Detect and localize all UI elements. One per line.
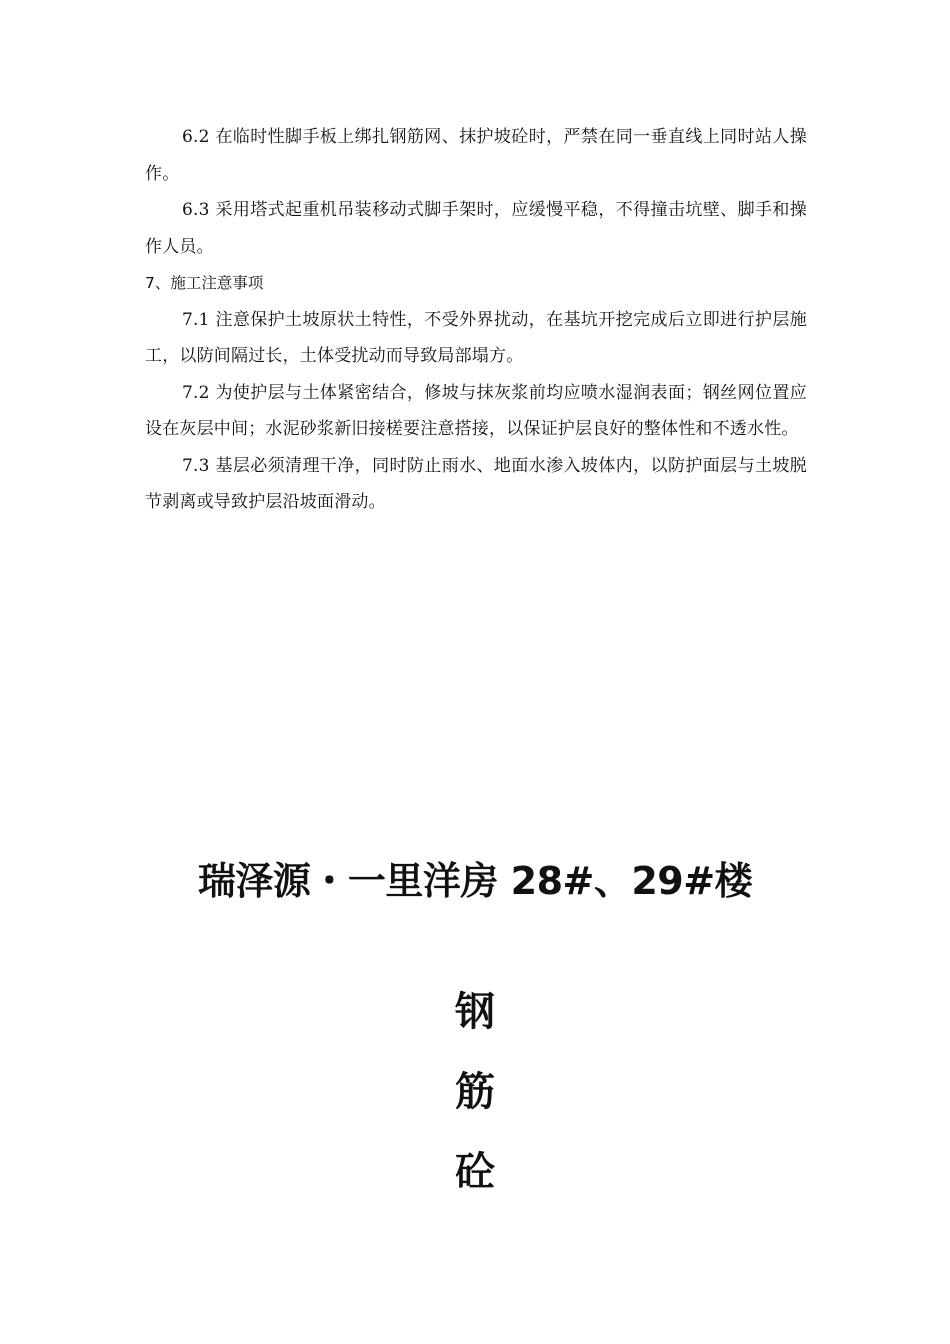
cover-char-3: 砼 — [455, 1148, 495, 1195]
paragraph-7-2: 7.2 为使护层与土体紧密结合，修坡与抹灰浆前均应喷水湿润表面；钢丝网位置应设在灰层中间；水泥砂浆新旧接槎要注意搭接，以保证护层良好的整体性和不透水性。 — [145, 382, 807, 439]
cover-title: 瑞泽源・一里洋房 28#、29#楼 — [197, 859, 753, 903]
paragraph-7-1: 7.1 注意保护土坡原状土特性，不受外界扰动，在基坑开挖完成后立即进行护层施工，以防间隔过长，土体受扰动而导致局部塌方。 — [145, 309, 807, 366]
cover-char-2: 筋 — [455, 1068, 495, 1115]
paragraph-6-3: 6.3 采用塔式起重机吊装移动式脚手架时，应缓慢平稳，不得撞击坑壁、脚手和操作人员。 — [145, 200, 807, 257]
body-text — [145, 119, 807, 521]
cover-char-1: 钢 — [455, 988, 495, 1035]
paragraph-6-2: 6.2 在临时性脚手板上绑扎钢筋网、抹护坡砼时，严禁在同一垂直线上同时站人操作。 — [145, 127, 807, 184]
section-heading-7: 7、施工注意事项 — [145, 274, 264, 292]
paragraph-7-3: 7.3 基层必须清理干净，同时防止雨水、地面水渗入坡体内，以防护面层与土坡脱节剥离或导致护层沿坡面滑动。 — [145, 455, 807, 512]
